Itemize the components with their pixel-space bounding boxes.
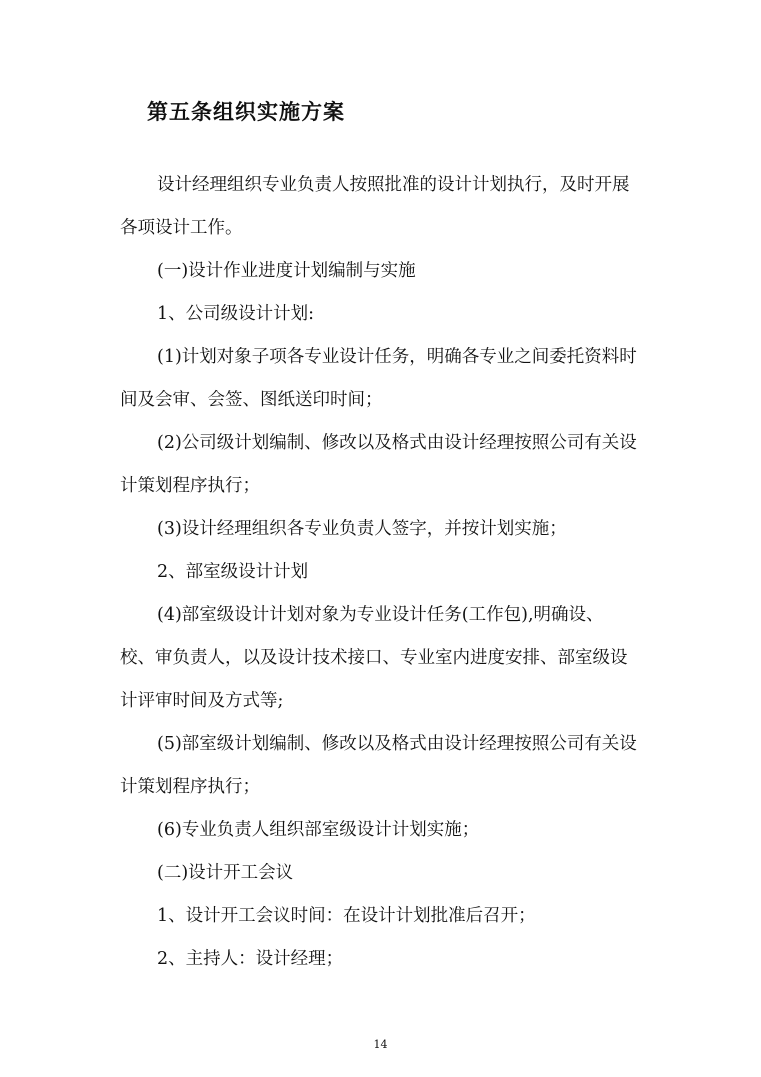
page-number: 14 (373, 1038, 388, 1051)
paragraph-subsection-1: (一)设计作业进度计划编制与实施 (157, 261, 416, 281)
paragraph-intro: 设计经理组织专业负责人按照批准的设计计划执行，及时开展各项设计工作。 (120, 175, 630, 238)
paragraph-department-plan: 2、部室级设计计划 (157, 562, 309, 582)
paragraph-item-5: (5)部室级计划编制、修改以及格式由设计经理按照公司有关设计策划程序执行； (120, 734, 637, 797)
paragraph-company-plan: 1、公司级设计计划: (157, 304, 315, 324)
paragraph-item-1: (1)计划对象子项各专业设计任务，明确各专业之间委托资料时间及会审、会签、图纸送印时间； (120, 347, 637, 410)
section-heading: 第五条组织实施方案 (147, 99, 345, 124)
paragraph-item-6: (6)专业负责人组织部室级设计计划实施； (157, 820, 480, 840)
paragraph-item-2: (2)公司级计划编制、修改以及格式由设计经理按照公司有关设计策划程序执行； (120, 433, 637, 496)
body-text (120, 164, 638, 981)
paragraph-item-3: (3)设计经理组织各专业负责人签字，并按计划实施； (157, 519, 567, 539)
paragraph-host: 2、主持人：设计经理； (157, 949, 344, 969)
paragraph-kickoff-time: 1、设计开工会议时间：在设计计划批准后召开； (157, 906, 536, 926)
paragraph-subsection-2: (二)设计开工会议 (157, 863, 294, 883)
paragraph-item-4: (4)部室级设计计划对象为专业设计任务(工作包),明确设、校、审负责人，以及设计技术接口、专业室内进度安排、部室级设计评审时间及方式等; (120, 605, 628, 711)
